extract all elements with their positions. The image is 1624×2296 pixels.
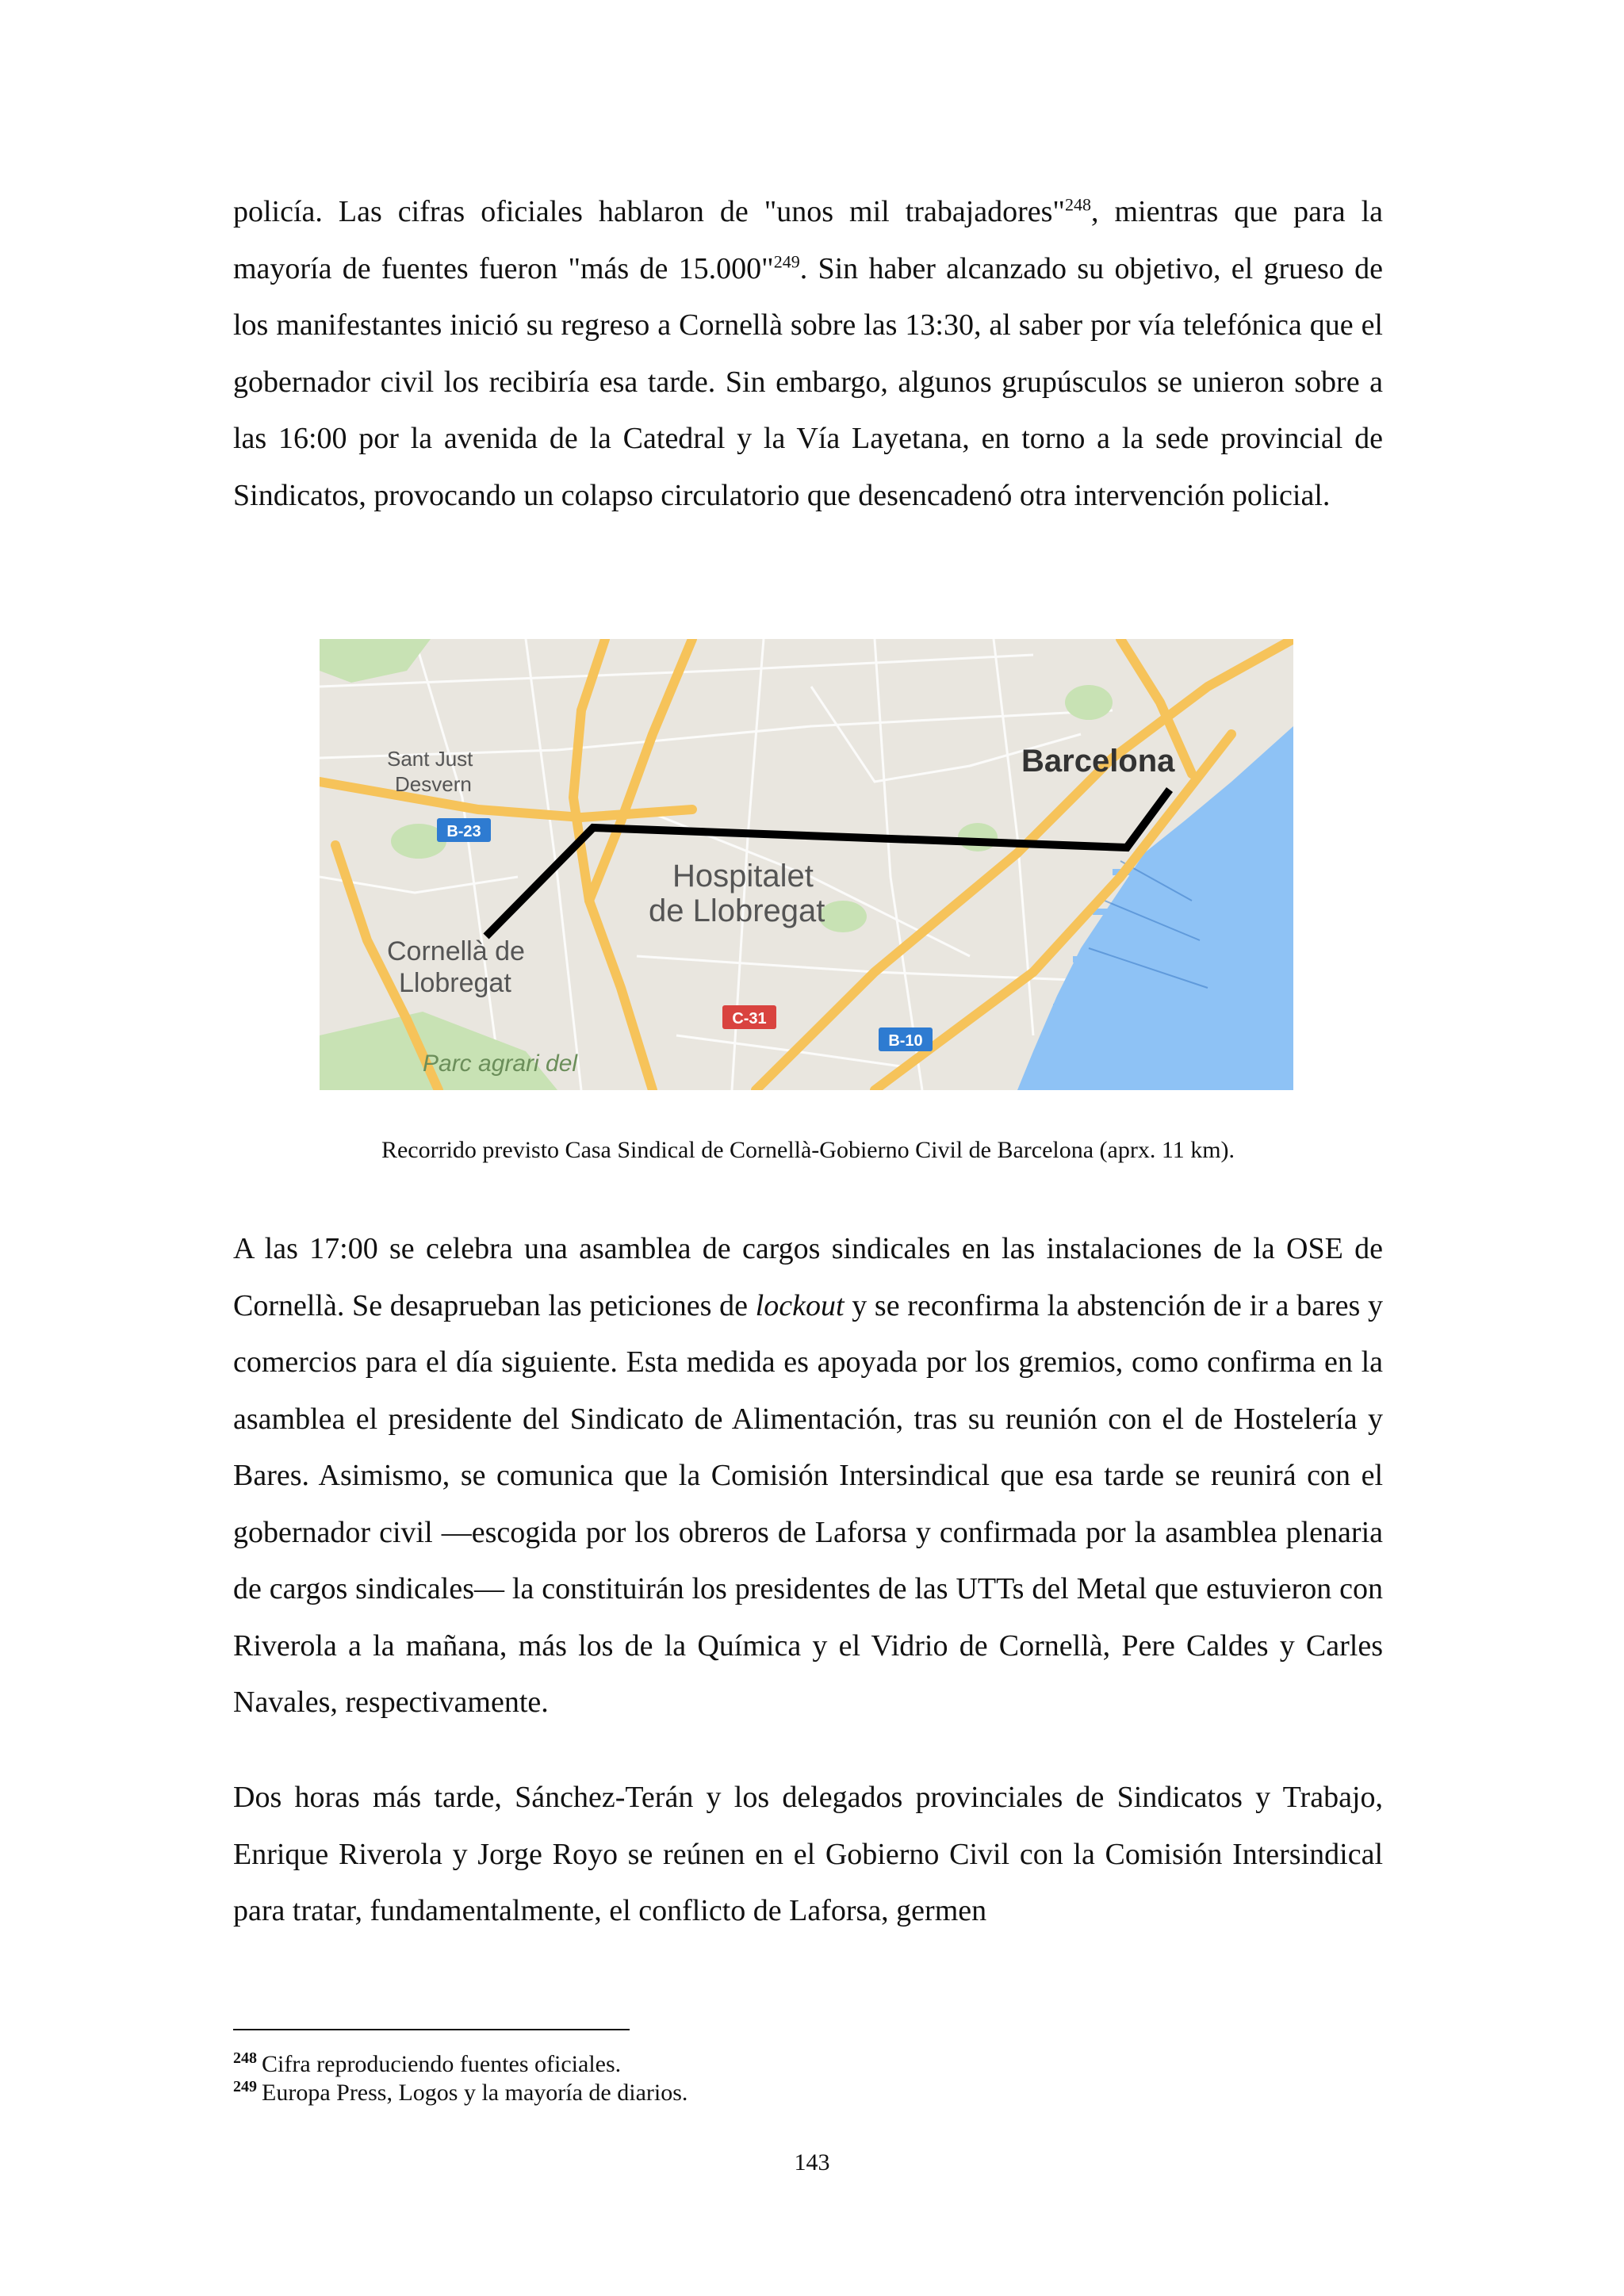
- footnote-249: [233, 2079, 688, 2107]
- italic-term: lockout: [755, 1288, 845, 1322]
- footnote-ref-249[interactable]: 249: [773, 251, 800, 271]
- badge-b23-label: B-23: [446, 823, 481, 840]
- label-desvern: Desvern: [395, 772, 472, 796]
- label-barcelona: Barcelona: [1021, 744, 1175, 779]
- paragraph-text: A las 17:00 se celebra una asamblea de cargos sindicales en las instalaciones de la OSE de Cornellà. Se desaprueban las peticiones de: [233, 1232, 1383, 1322]
- paragraph-text: y se reconfirma la abstención de ir a bares y comercios para el día siguiente. Esta medida es apoyada por los gremios, como confirma en la asamblea el presidente del Sindicato de Alimentación, tras su reunión con el de Hostelería y Bares. Asimismo, se comunica que la Comisión Intersindical que esa tarde se reunirá con el gobernador civil —escogida por los obreros de Laforsa y confirmada por la asamblea plenaria de cargos sindicales— la constituirán los presidentes de las UTTs del Metal que estuvieron con Riverola a la mañana, más los de la Química y el Vidrio de Cornellà, Pere Caldes y Carles Navales, respectivamente.: [233, 1288, 1383, 1719]
- badge-b10-label: B-10: [888, 1032, 923, 1050]
- footnote-number: 249: [233, 2078, 257, 2095]
- footnote-248: [233, 2050, 621, 2079]
- body-paragraph-2: [233, 1221, 1383, 1732]
- footnote-number: 248: [233, 2049, 257, 2067]
- route-map: [320, 639, 1293, 1090]
- label-sant-just: Sant Just: [387, 747, 473, 771]
- page-number: 143: [794, 2149, 830, 2175]
- label-parc-agrari: Parc agrari del: [423, 1050, 578, 1077]
- route-map-svg: [320, 639, 1293, 1090]
- label-cornella-2: Llobregat: [399, 968, 511, 998]
- paragraph-text: . Sin haber alcanzado su objetivo, el grueso de los manifestantes inició su regreso a Cornellà sobre las 13:30, al saber por vía telefónica que el gobernador civil los recibiría esa tarde. Sin embargo, algunos grupúsculos se unieron sobre a las 16:00 por la avenida de la Catedral y la Vía Layetana, en torno a la sede provincial de Sindicatos, provocando un colapso circulatorio que desencadenó otra intervención policial.: [233, 251, 1383, 512]
- footnote-separator: [233, 2029, 630, 2030]
- badge-c31-label: C-31: [732, 1010, 767, 1027]
- label-hospitalet-1: Hospitalet: [672, 859, 814, 894]
- label-cornella-1: Cornellà de: [387, 936, 525, 966]
- footnote-text: Europa Press, Logos y la mayoría de diarios.: [262, 2080, 688, 2106]
- body-paragraph-1: [233, 184, 1383, 524]
- footnote-text: Cifra reproduciendo fuentes oficiales.: [262, 2051, 622, 2077]
- footnote-ref-248[interactable]: 248: [1064, 194, 1091, 215]
- body-paragraph-3: Dos horas más tarde, Sánchez-Terán y los delegados provinciales de Sindicatos y Trabajo, Enrique Riverola y Jorge Royo se reúnen en el Gobierno Civil con la Comisión Intersindical para tratar, fundamentalmente, el conflicto de Laforsa, germen: [233, 1781, 1383, 1927]
- paragraph-text: policía. Las cifras oficiales hablaron de "unos mil trabajadores": [233, 195, 1065, 228]
- label-hospitalet-2: de Llobregat: [649, 894, 825, 928]
- figure-caption: Recorrido previsto Casa Sindical de Cornellà-Gobierno Civil de Barcelona (aprx. 11 km).: [381, 1137, 1235, 1163]
- paragraph-text: , mientras que para la mayoría de fuentes fueron "más de 15.000": [233, 195, 1384, 285]
